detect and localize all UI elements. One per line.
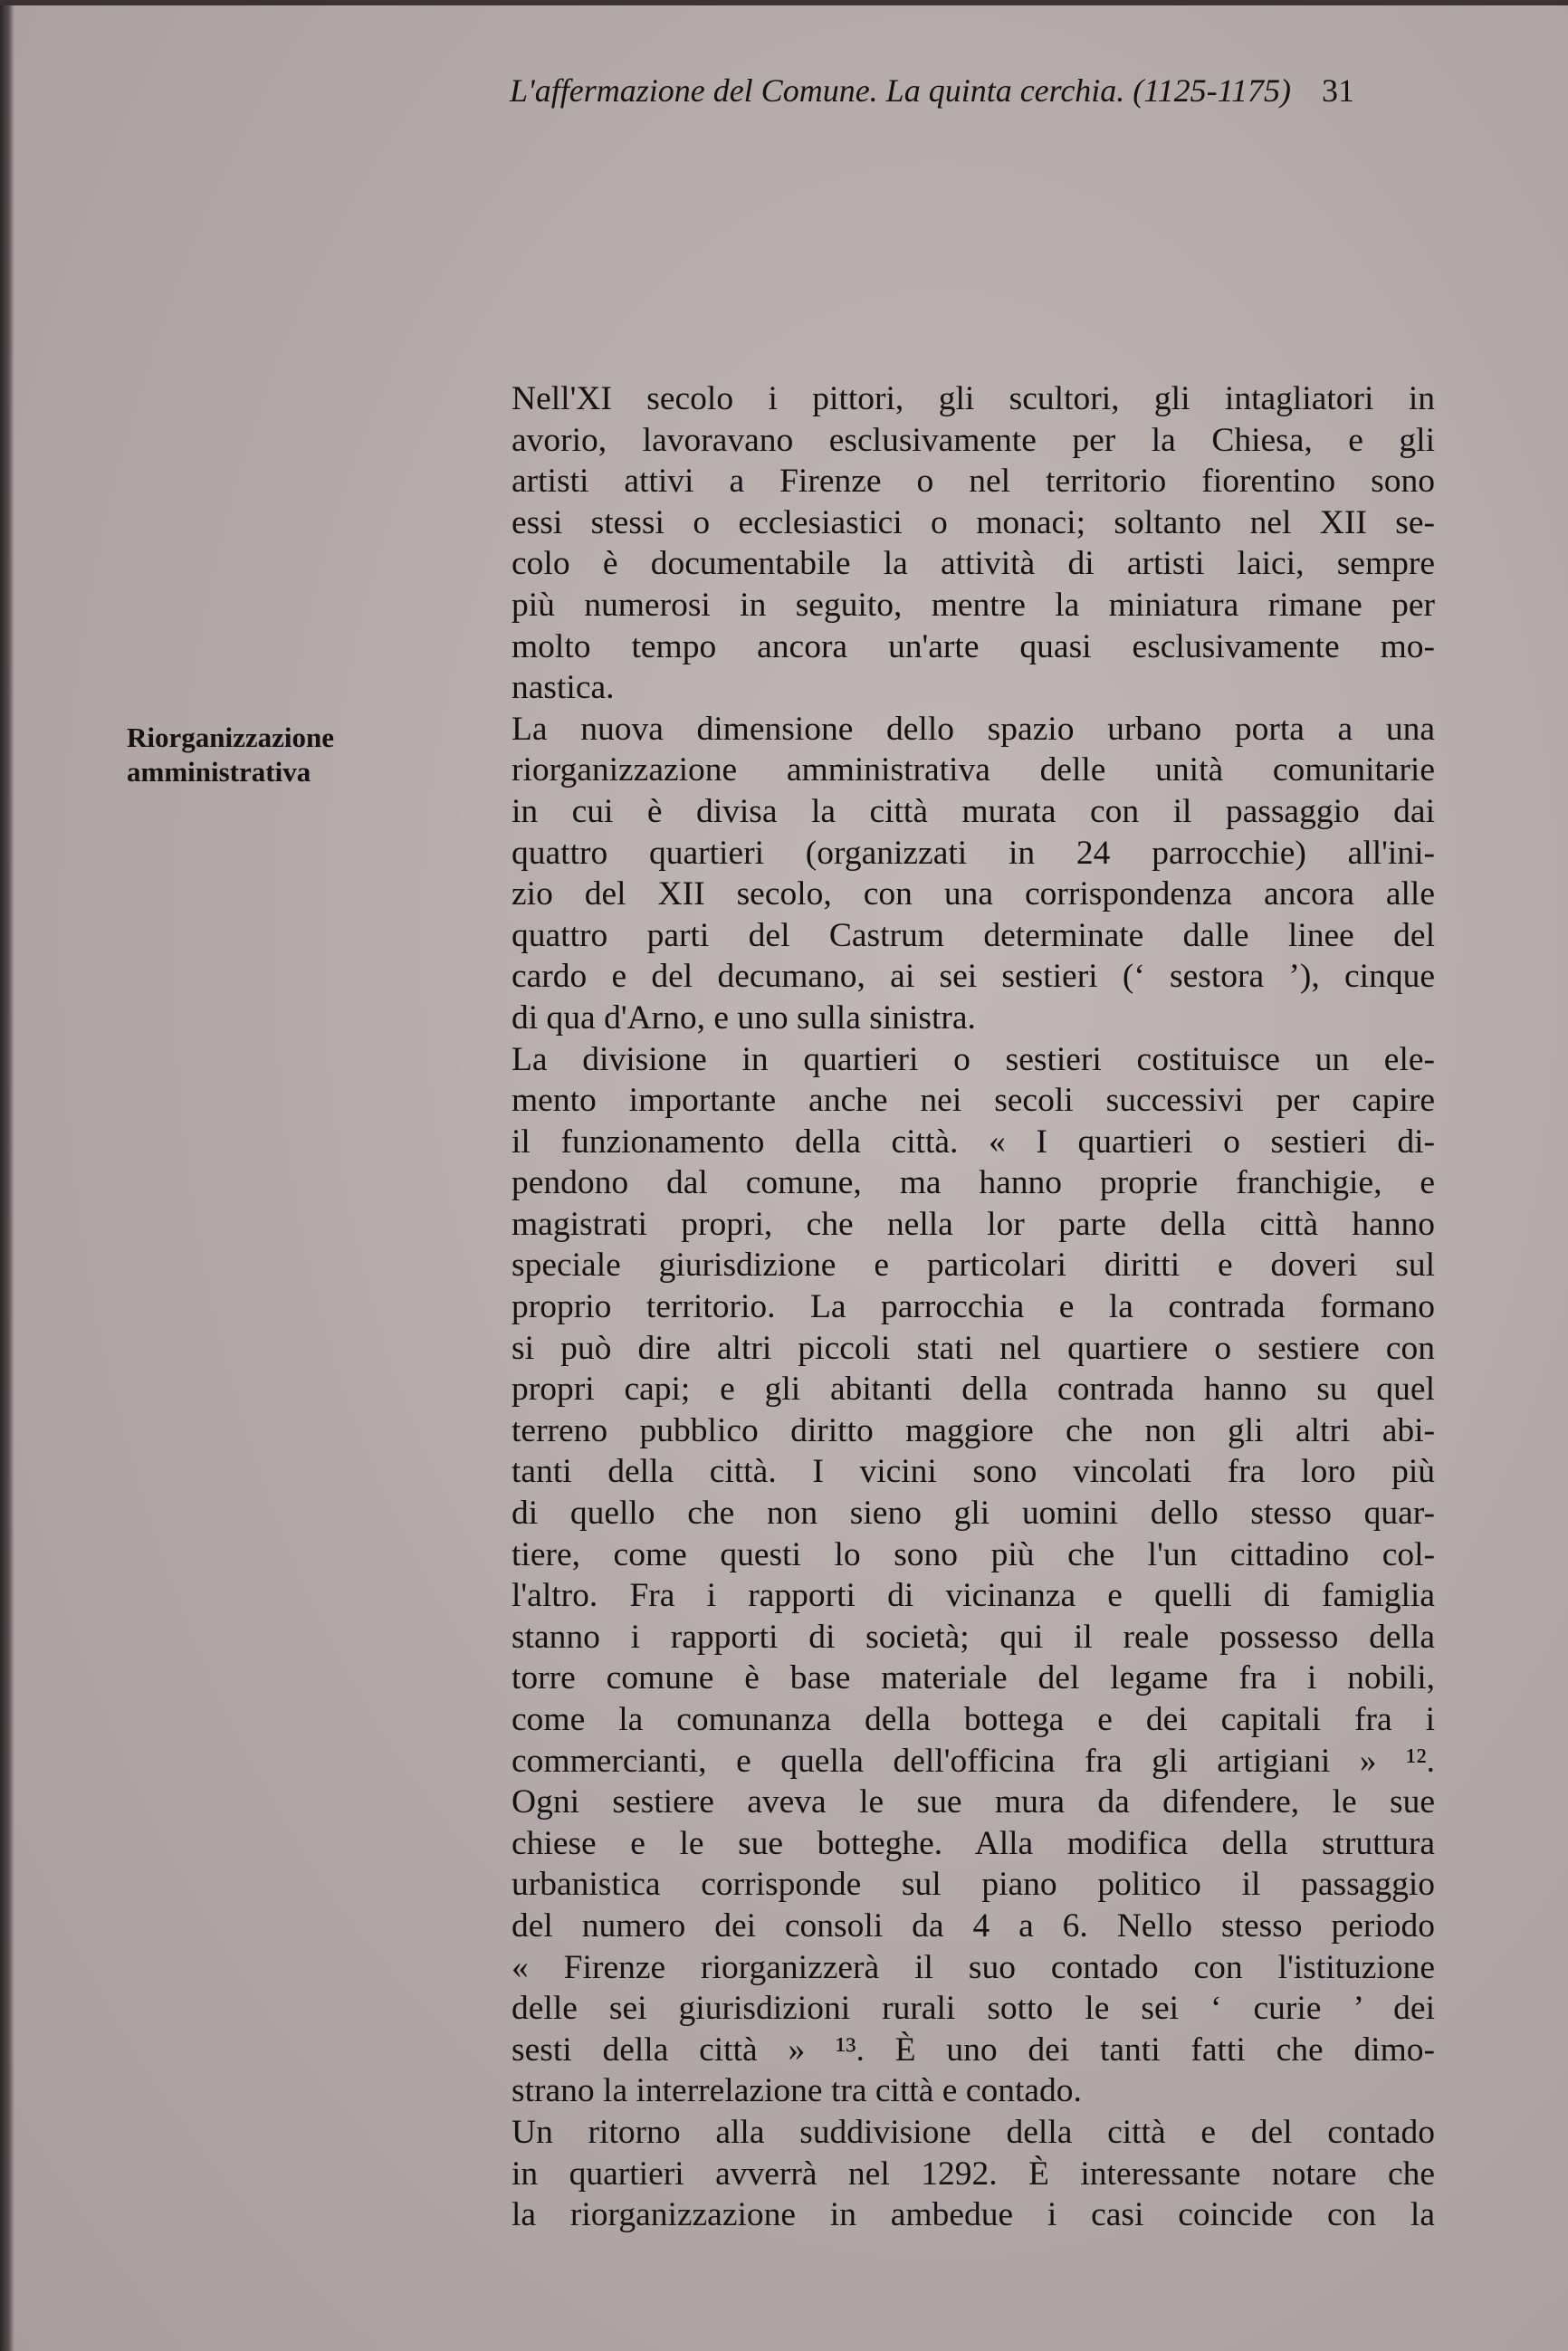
page-top-edge [0, 0, 1568, 5]
text-line: mento importante anche nei secoli successivi per capire [512, 1082, 1435, 1120]
text-line: tiere, come questi lo sono più che l'un cittadino col- [512, 1535, 1435, 1573]
text-line: in cui è divisa la città murata con il passaggio dai [512, 792, 1435, 830]
running-title: L'affermazione del Comune. La quinta cerchia. (1125-1175) [510, 72, 1291, 109]
text-line: torre comune è base materiale del legame fra i nobili, [512, 1659, 1435, 1697]
text-line: si può dire altri piccoli stati nel quartiere o sestiere con [512, 1329, 1435, 1367]
text-line: stanno i rapporti di società; qui il reale possesso della [512, 1618, 1435, 1656]
text-line: propri capi; e gli abitanti della contrada hanno su quel [512, 1371, 1435, 1409]
text-line: del numero dei consoli da 4 a 6. Nello stesso periodo [512, 1907, 1435, 1945]
text-line: delle sei giurisdizioni rurali sotto le sei ‘ curie ’ dei [512, 1990, 1435, 2028]
text-line: pendono dal comune, ma hanno proprie franchigie, e [512, 1164, 1435, 1202]
text-line: il funzionamento della città. « I quartieri o sestieri di- [512, 1123, 1435, 1161]
text-line: zio del XII secolo, con una corrispondenza ancora alle [512, 875, 1435, 913]
body-text [512, 378, 1435, 2236]
margin-note-line: amministrativa [127, 756, 311, 788]
text-line: La divisione in quartieri o sestieri costituisce un ele- [512, 1040, 1435, 1078]
text-line: speciale giurisdizione e particolari diritti e doveri sul [512, 1247, 1435, 1285]
text-line: tanti della città. I vicini sono vincolati fra loro più [512, 1453, 1435, 1491]
margin-note-line: Riorganizzazione [127, 722, 335, 753]
text-line: di quello che non sieno gli uomini dello stesso quar- [512, 1495, 1435, 1533]
text-line: proprio territorio. La parrocchia e la contrada formano [512, 1288, 1435, 1326]
text-line: la riorganizzazione in ambedue i casi coincide con la [512, 2196, 1435, 2234]
text-line: commercianti, e quella dell'officina fra gli artigiani » ¹². [512, 1742, 1435, 1780]
text-line: molto tempo ancora un'arte quasi esclusivamente mo- [512, 627, 1435, 665]
text-line: chiese e le sue botteghe. Alla modifica della struttura [512, 1824, 1435, 1862]
book-spine-shadow [0, 0, 14, 2351]
text-line: quattro parti del Castrum determinate dalle linee del [512, 916, 1435, 954]
text-line: « Firenze riorganizzerà il suo contado con l'istituzione [512, 1948, 1435, 1986]
text-line: Nell'XI secolo i pittori, gli scultori, gli intagliatori in [512, 380, 1435, 417]
text-line: riorganizzazione amministrativa delle unità comunitarie [512, 751, 1435, 789]
page-number: 31 [1321, 72, 1354, 109]
text-line: Un ritorno alla suddivisione della città e del contado [512, 2113, 1435, 2151]
text-line: strano la interrelazione tra città e contado. [512, 2072, 1082, 2110]
text-line: cardo e del decumano, ai sei sestieri (‘ sestora ’), cinque [512, 958, 1435, 996]
running-header [510, 71, 1433, 110]
text-line: terreno pubblico diritto maggiore che non gli altri abi- [512, 1411, 1435, 1449]
text-line: magistrati propri, che nella lor parte della città hanno [512, 1205, 1435, 1243]
text-line: artisti attivi a Firenze o nel territorio fiorentino sono [512, 463, 1435, 501]
text-line: più numerosi in seguito, mentre la miniatura rimane per [512, 586, 1435, 624]
margin-note [127, 721, 398, 789]
text-line: l'altro. Fra i rapporti di vicinanza e quelli di famiglia [512, 1577, 1435, 1615]
text-line: urbanistica corrisponde sul piano politico il passaggio [512, 1866, 1435, 1904]
text-line: in quartieri avverrà nel 1292. È interessante notare che [512, 2155, 1435, 2193]
text-line: essi stessi o ecclesiastici o monaci; soltanto nel XII se- [512, 503, 1435, 541]
text-line: La nuova dimensione dello spazio urbano porta a una [512, 710, 1435, 748]
text-line: quattro quartieri (organizzati in 24 parrocchie) all'ini- [512, 834, 1435, 872]
text-line: avorio, lavoravano esclusivamente per la Chiesa, e gli [512, 421, 1435, 459]
text-line: sesti della città » ¹³. È uno dei tanti fatti che dimo- [512, 2031, 1435, 2069]
text-line: nastica. [512, 669, 615, 707]
text-line: di qua d'Arno, e uno sulla sinistra. [512, 999, 976, 1037]
text-line: come la comunanza della bottega e dei capitali fra i [512, 1701, 1435, 1738]
text-line: colo è documentabile la attività di artisti laici, sempre [512, 545, 1435, 583]
text-line: Ogni sestiere aveva le sue mura da difendere, le sue [512, 1783, 1435, 1821]
